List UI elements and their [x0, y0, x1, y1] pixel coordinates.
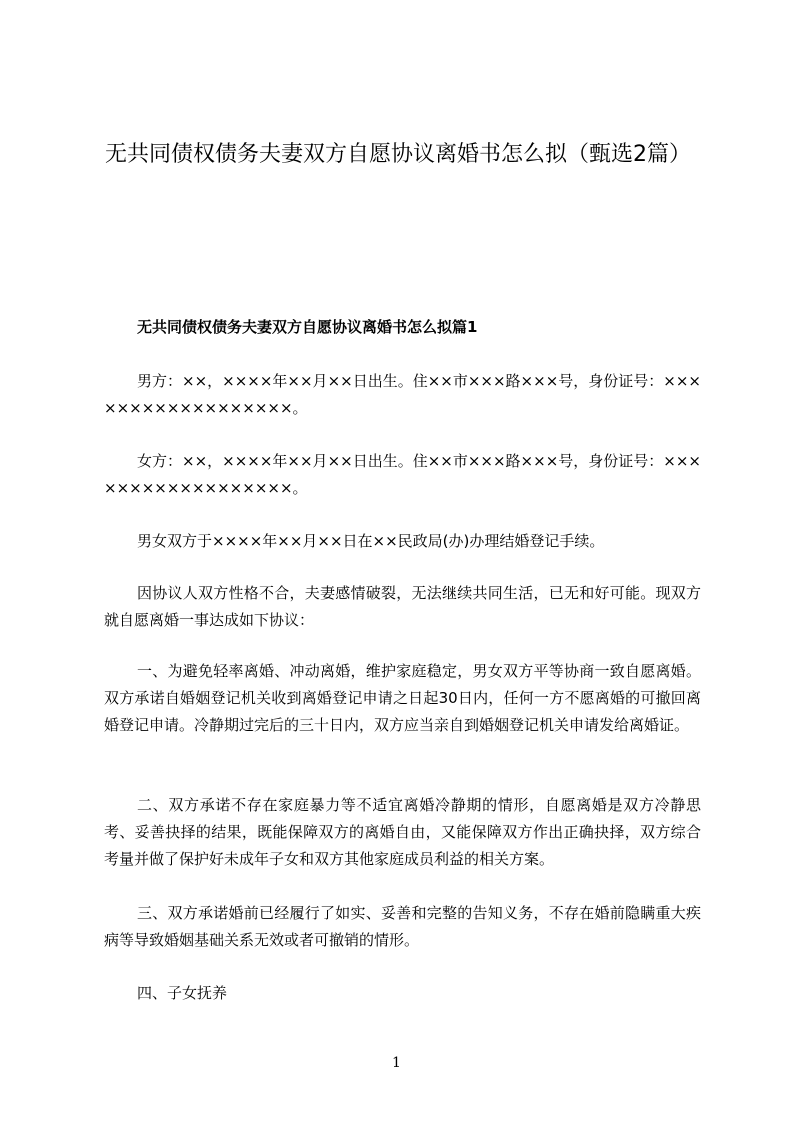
paragraph-clause-1: 一、为避免轻率离婚、冲动离婚，维护家庭稳定，男女双方平等协商一致自愿离婚。双方承诺自婚姻登记机关收到离婚登记申请之日起30日内，任何一方不愿离婚的可撤回离婚登记申请。冷静期过完后的三十日内，双方应当亲自到婚姻登记机关申请发给离婚证。	[104, 662, 701, 734]
paragraph-clause-3: 三、双方承诺婚前已经履行了如实、妥善和完整的告知义务，不存在婚前隐瞒重大疾病等导致婚姻基础关系无效或者可撤销的情形。	[104, 904, 701, 949]
document-title: 无共同债权债务夫妻双方自愿协议离婚书怎么拟（甄选2篇）	[105, 142, 691, 167]
section-heading: 无共同债权债务夫妻双方自愿协议离婚书怎么拟篇1	[137, 318, 478, 336]
paragraph-marriage-registration: 男女双方于××××年××月××日在××民政局(办)办理结婚登记手续。	[137, 532, 605, 550]
paragraph-male-party: 男方：××，××××年××月××日出生。住××市×××路×××号，身份证号：××××××××××××××××××。	[104, 372, 701, 417]
paragraph-reason: 因协议人双方性格不合，夫妻感情破裂，无法继续共同生活，已无和好可能。现双方就自愿离婚一事达成如下协议：	[104, 584, 701, 629]
paragraph-female-party: 女方：××，××××年××月××日出生。住××市×××路×××号，身份证号：××××××××××××××××××。	[104, 452, 701, 497]
page-number: 1	[392, 1055, 401, 1071]
paragraph-clause-2: 二、双方承诺不存在家庭暴力等不适宜离婚冷静期的情形，自愿离婚是双方冷静思考、妥善抉择的结果，既能保障双方的离婚自由，又能保障双方作出正确抉择，双方综合考量并做了保护好未成年子女和双方其他家庭成员利益的相关方案。	[104, 796, 701, 868]
paragraph-clause-4-heading: 四、子女抚养	[137, 984, 228, 1002]
